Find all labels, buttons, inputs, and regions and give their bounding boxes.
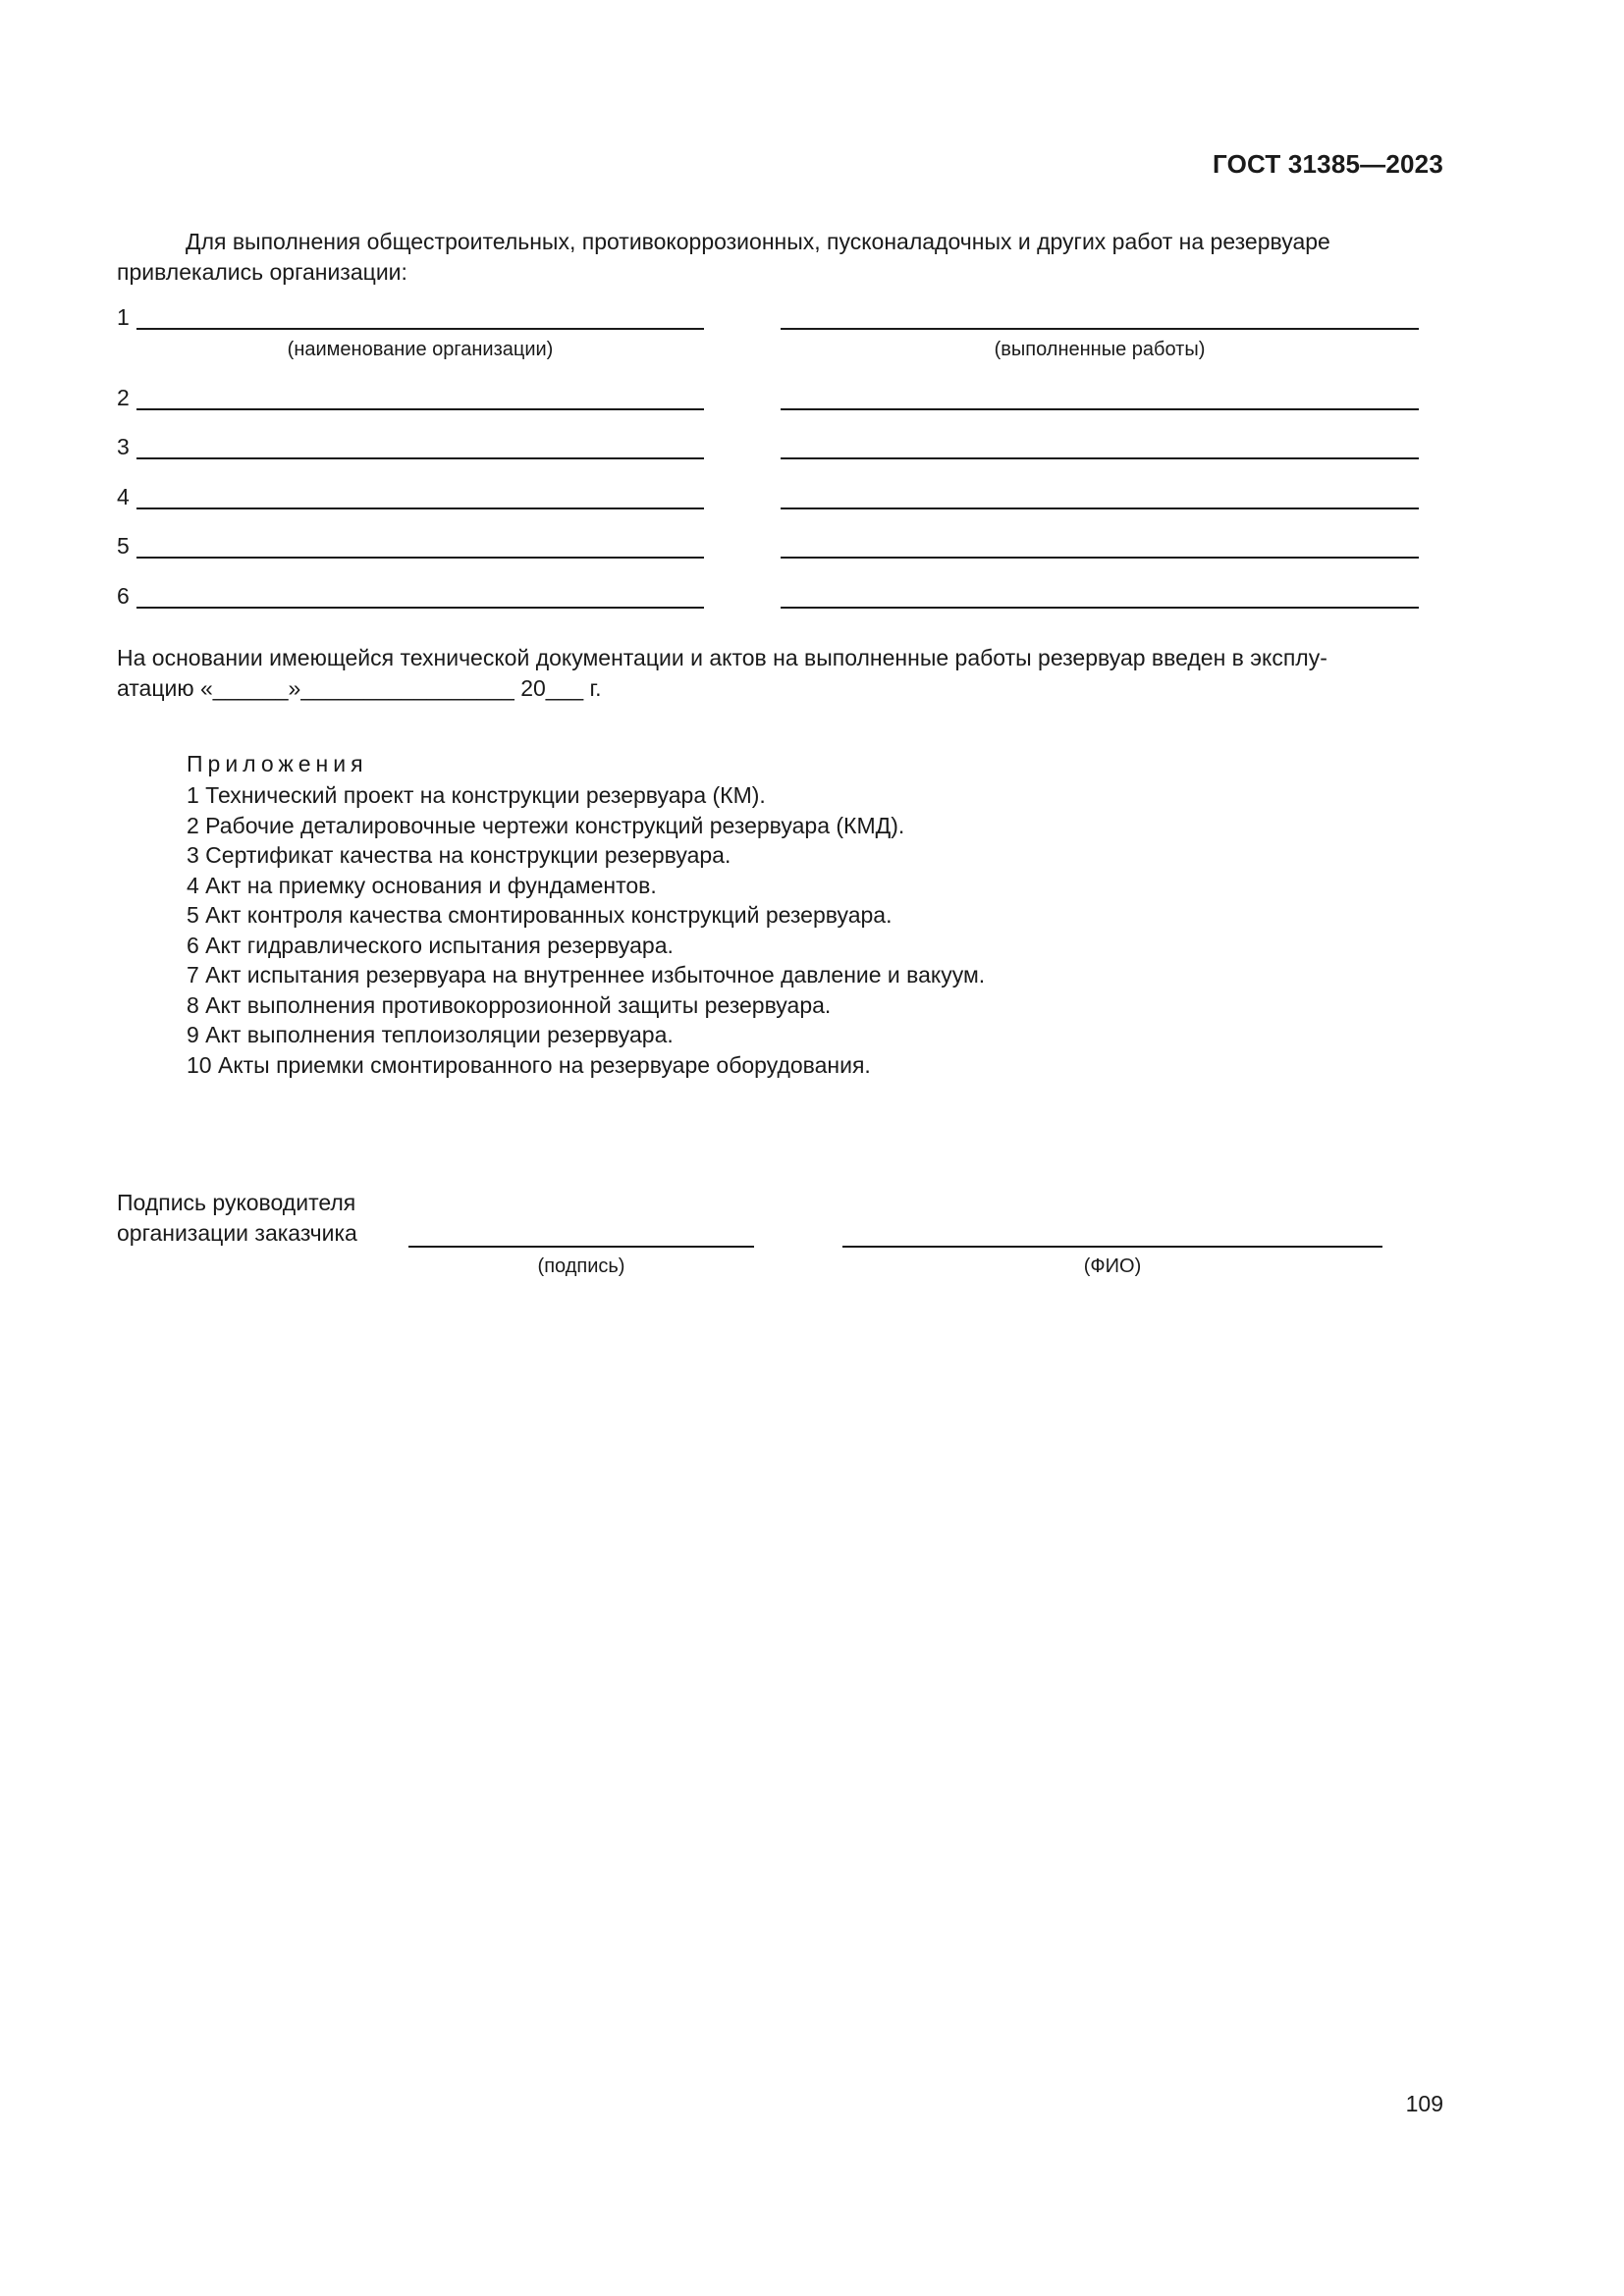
signature-field[interactable] xyxy=(408,1246,754,1248)
work-done-field[interactable] xyxy=(781,557,1419,559)
row-number: 2 xyxy=(117,385,130,410)
row-number: 6 xyxy=(117,583,130,609)
signature-label-line-1: Подпись руководителя xyxy=(117,1190,356,1215)
work-done-field[interactable] xyxy=(781,507,1419,509)
signature-label xyxy=(117,1188,357,1249)
org-name-field[interactable] xyxy=(136,557,704,559)
appendices-title: Приложения xyxy=(187,751,368,776)
full-name-field[interactable] xyxy=(842,1246,1382,1248)
work-done-field[interactable] xyxy=(781,607,1419,609)
commissioning-line-2: атацию «______»_________________ 20___ г. xyxy=(117,675,602,701)
list-item: 8 Акт выполнения противокоррозионной защиты резервуара. xyxy=(187,991,832,1018)
list-item: 1 Технический проект на конструкции резервуара (КМ). xyxy=(187,782,766,808)
work-done-caption: (выполненные работы) xyxy=(994,339,1206,360)
page-number: 109 xyxy=(1405,2091,1443,2116)
commissioning-line-1: На основании имеющейся технической документации и актов на выполненные работы резервуар введен в эксплу- xyxy=(117,645,1327,670)
org-name-field[interactable] xyxy=(136,457,704,459)
work-done-field[interactable] xyxy=(781,408,1419,410)
list-item: 3 Сертификат качества на конструкции резервуара. xyxy=(187,842,731,868)
work-done-field[interactable] xyxy=(781,328,1419,330)
list-item: 2 Рабочие деталировочные чертежи конструкций резервуара (КМД). xyxy=(187,812,905,838)
appendices-list xyxy=(187,780,985,1080)
full-name-caption: (ФИО) xyxy=(1083,1255,1142,1277)
row-number: 4 xyxy=(117,484,130,509)
list-item: 4 Акт на приемку основания и фундаментов. xyxy=(187,872,657,898)
org-name-caption: (наименование организации) xyxy=(287,339,554,360)
org-name-field[interactable] xyxy=(136,607,704,609)
document-standard-header: ГОСТ 31385—2023 xyxy=(1213,149,1443,179)
work-done-field[interactable] xyxy=(781,457,1419,459)
intro-paragraph: Для выполнения общестроительных, противокоррозионных, пусконаладочных и других работ на резервуаре привлекались организации: xyxy=(117,229,1330,285)
row-number: 5 xyxy=(117,533,130,559)
row-number: 1 xyxy=(117,304,130,330)
row-number: 3 xyxy=(117,434,130,459)
org-name-field[interactable] xyxy=(136,328,704,330)
signature-label-line-2: организации заказчика xyxy=(117,1220,357,1246)
org-name-field[interactable] xyxy=(136,507,704,509)
list-item: 10 Акты приемки смонтированного на резервуаре оборудования. xyxy=(187,1051,871,1078)
list-item: 7 Акт испытания резервуара на внутреннее избыточное давление и вакуум. xyxy=(187,962,986,988)
list-item: 9 Акт выполнения теплоизоляции резервуара. xyxy=(187,1022,674,1047)
list-item: 6 Акт гидравлического испытания резервуара. xyxy=(187,932,674,958)
commissioning-paragraph xyxy=(117,643,1442,704)
org-name-field[interactable] xyxy=(136,408,704,410)
list-item: 5 Акт контроля качества смонтированных конструкций резервуара. xyxy=(187,902,893,928)
signature-caption: (подпись) xyxy=(537,1255,625,1277)
